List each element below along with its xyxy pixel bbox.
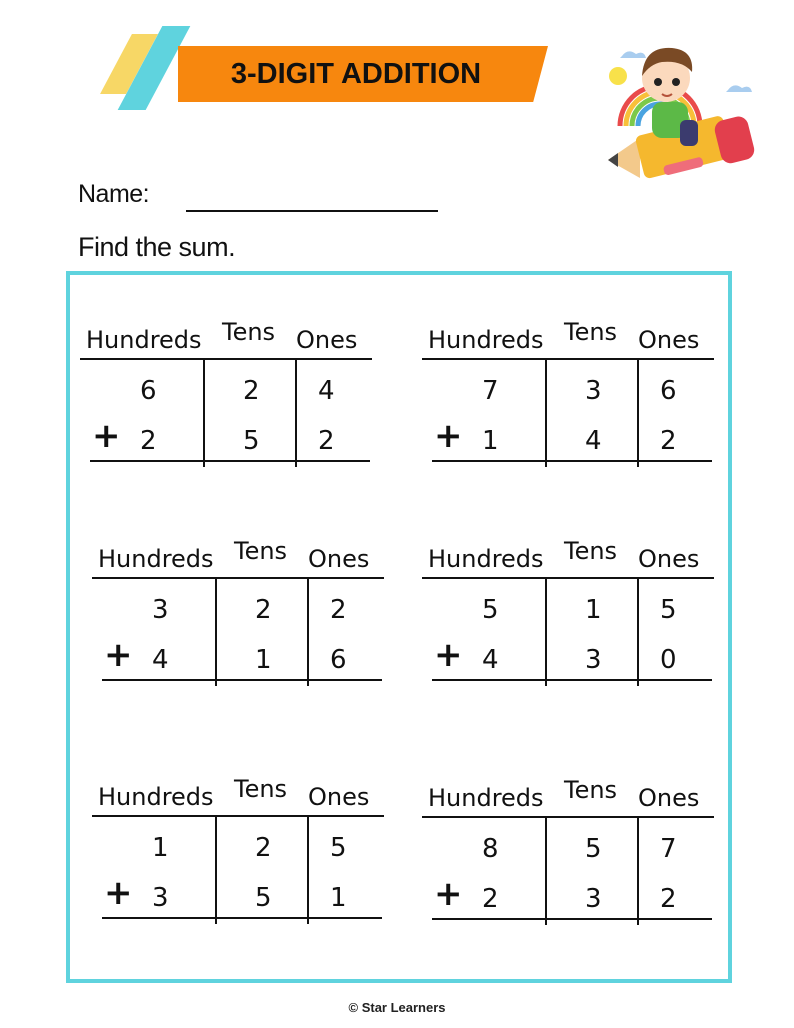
sum-rule (90, 460, 370, 462)
bottom-ones-digit: 2 (318, 426, 335, 456)
plus-sign: + (92, 416, 121, 456)
cloud-icon (620, 51, 646, 58)
top-ones-digit: 7 (660, 834, 677, 864)
header-rule (422, 816, 714, 818)
addition-problem-4 (422, 537, 712, 687)
sum-rule (102, 917, 382, 919)
bottom-tens-digit: 3 (585, 645, 602, 675)
sum-rule (432, 679, 712, 681)
top-ones-digit: 6 (660, 376, 677, 406)
name-label: Name: (78, 180, 150, 208)
column-divider (215, 578, 217, 686)
bottom-hundreds-digit: 4 (152, 645, 169, 675)
top-hundreds-digit: 1 (152, 833, 169, 863)
bottom-hundreds-digit: 4 (482, 645, 499, 675)
header-rule (422, 358, 714, 360)
column-header-hundreds: Hundreds (98, 783, 214, 811)
plus-sign: + (434, 416, 463, 456)
bottom-hundreds-digit: 3 (152, 883, 169, 913)
sum-rule (432, 460, 712, 462)
column-divider (637, 578, 639, 686)
bottom-tens-digit: 4 (585, 426, 602, 456)
column-header-hundreds: Hundreds (428, 326, 544, 354)
column-divider (545, 359, 547, 467)
column-header-ones: Ones (638, 326, 700, 354)
header-rule (422, 577, 714, 579)
column-divider (545, 578, 547, 686)
top-ones-digit: 4 (318, 376, 335, 406)
top-ones-digit: 2 (330, 595, 347, 625)
header-rule (80, 358, 372, 360)
column-header-ones: Ones (296, 326, 358, 354)
top-tens-digit: 1 (585, 595, 602, 625)
header-rule (92, 815, 384, 817)
bottom-tens-digit: 3 (585, 884, 602, 914)
addition-problem-2 (422, 318, 712, 468)
column-header-hundreds: Hundreds (98, 545, 214, 573)
column-header-tens: Tens (564, 537, 618, 565)
top-tens-digit: 3 (585, 376, 602, 406)
footer-credit (0, 1000, 794, 1015)
instructions: Find the sum. (78, 232, 236, 262)
column-header-ones: Ones (638, 545, 700, 573)
column-header-tens: Tens (234, 537, 288, 565)
bottom-ones-digit: 1 (330, 883, 347, 913)
column-divider (545, 817, 547, 925)
mascot-illustration (600, 38, 760, 188)
top-tens-digit: 2 (255, 833, 272, 863)
column-header-hundreds: Hundreds (428, 545, 544, 573)
page-title: 3-DIGIT ADDITION (230, 58, 482, 90)
column-header-hundreds: Hundreds (86, 326, 202, 354)
column-divider (307, 578, 309, 686)
bottom-tens-digit: 1 (255, 645, 272, 675)
top-hundreds-digit: 3 (152, 595, 169, 625)
top-tens-digit: 5 (585, 834, 602, 864)
plus-sign: + (104, 873, 133, 913)
sun-icon (609, 67, 627, 85)
column-header-tens: Tens (234, 775, 288, 803)
cloud-icon (726, 85, 752, 92)
top-hundreds-digit: 8 (482, 834, 499, 864)
column-divider (637, 817, 639, 925)
addition-problem-3 (92, 537, 382, 687)
addition-problem-5 (92, 775, 382, 925)
addition-problem-6 (422, 776, 712, 926)
top-ones-digit: 5 (660, 595, 677, 625)
sum-rule (102, 679, 382, 681)
column-header-tens: Tens (564, 776, 618, 804)
top-hundreds-digit: 7 (482, 376, 499, 406)
plus-sign: + (434, 874, 463, 914)
bottom-ones-digit: 2 (660, 426, 677, 456)
top-hundreds-digit: 6 (140, 376, 157, 406)
column-divider (215, 816, 217, 924)
top-ones-digit: 5 (330, 833, 347, 863)
plus-sign: + (104, 635, 133, 675)
column-header-tens: Tens (222, 318, 276, 346)
column-divider (295, 359, 297, 467)
brand-name: Star Learners (361, 1000, 446, 1015)
top-tens-digit: 2 (255, 595, 272, 625)
bottom-hundreds-digit: 2 (140, 426, 157, 456)
bottom-ones-digit: 6 (330, 645, 347, 675)
column-divider (637, 359, 639, 467)
top-tens-digit: 2 (243, 376, 260, 406)
bottom-ones-digit: 2 (660, 884, 677, 914)
column-header-ones: Ones (308, 783, 370, 811)
bottom-hundreds-digit: 1 (482, 426, 499, 456)
top-hundreds-digit: 5 (482, 595, 499, 625)
column-header-ones: Ones (638, 784, 700, 812)
name-field[interactable] (186, 210, 438, 212)
bottom-tens-digit: 5 (255, 883, 272, 913)
column-header-ones: Ones (308, 545, 370, 573)
header-rule (92, 577, 384, 579)
column-header-hundreds: Hundreds (428, 784, 544, 812)
plus-sign: + (434, 635, 463, 675)
bottom-tens-digit: 5 (243, 426, 260, 456)
addition-problem-1 (80, 318, 370, 468)
bottom-ones-digit: 0 (660, 645, 677, 675)
column-divider (307, 816, 309, 924)
bottom-hundreds-digit: 2 (482, 884, 499, 914)
sum-rule (432, 918, 712, 920)
column-divider (203, 359, 205, 467)
column-header-tens: Tens (564, 318, 618, 346)
copyright-icon: © (348, 1000, 359, 1015)
